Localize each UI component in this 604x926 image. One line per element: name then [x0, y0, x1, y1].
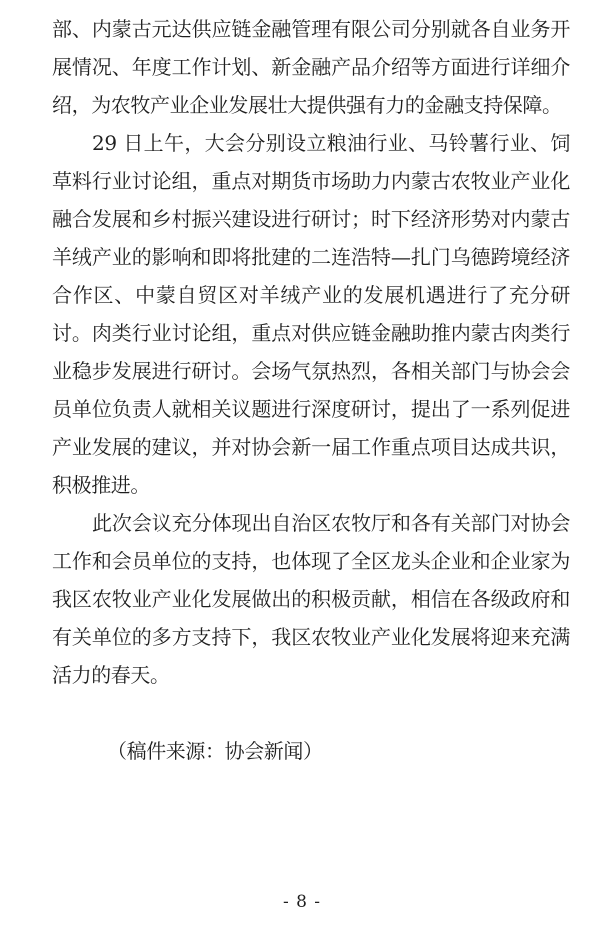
page-footer	[0, 892, 604, 912]
paragraph-meeting-groups: 29 日上午，大会分别设立粮油行业、马铃薯行业、饲草料行业讨论组，重点对期货市场助力内蒙古农牧业产业化融合发展和乡村振兴建设进行研讨；时下经济形势对内蒙古羊绒产业的影响和即将批建的二连浩特—扎门乌德跨境经济合作区、中蒙自贸区对羊绒产业的发展机遇进行了充分研讨。肉类行业讨论组，重点对供应链金融助推内蒙古肉类行业稳步发展进行研讨。会场气氛热烈，各相关部门与协会会员单位负责人就相关议题进行深度研讨，提出了一系列促进产业发展的建议，并对协会新一届工作重点项目达成共识，积极推进。	[52, 131, 570, 497]
paragraph-conclusion: 此次会议充分体现出自治区农牧厅和各有关部门对协会工作和会员单位的支持，也体现了全区龙头企业和企业家为我区农牧业产业化发展做出的积极贡献，相信在各级政府和有关单位的多方支持下，我区农牧业产业化发展将迎来充满活力的春天。	[52, 511, 570, 687]
page-content	[52, 10, 570, 770]
paragraph-continuation: 部、内蒙古元达供应链金融管理有限公司分别就各自业务开展情况、年度工作计划、新金融产品介绍等方面进行详细介绍，为农牧产业企业发展壮大提供强有力的金融支持保障。	[52, 17, 570, 117]
page-number: - 8 -	[282, 892, 322, 912]
source-attribution: （稿件来源：协会新闻）	[107, 739, 323, 763]
